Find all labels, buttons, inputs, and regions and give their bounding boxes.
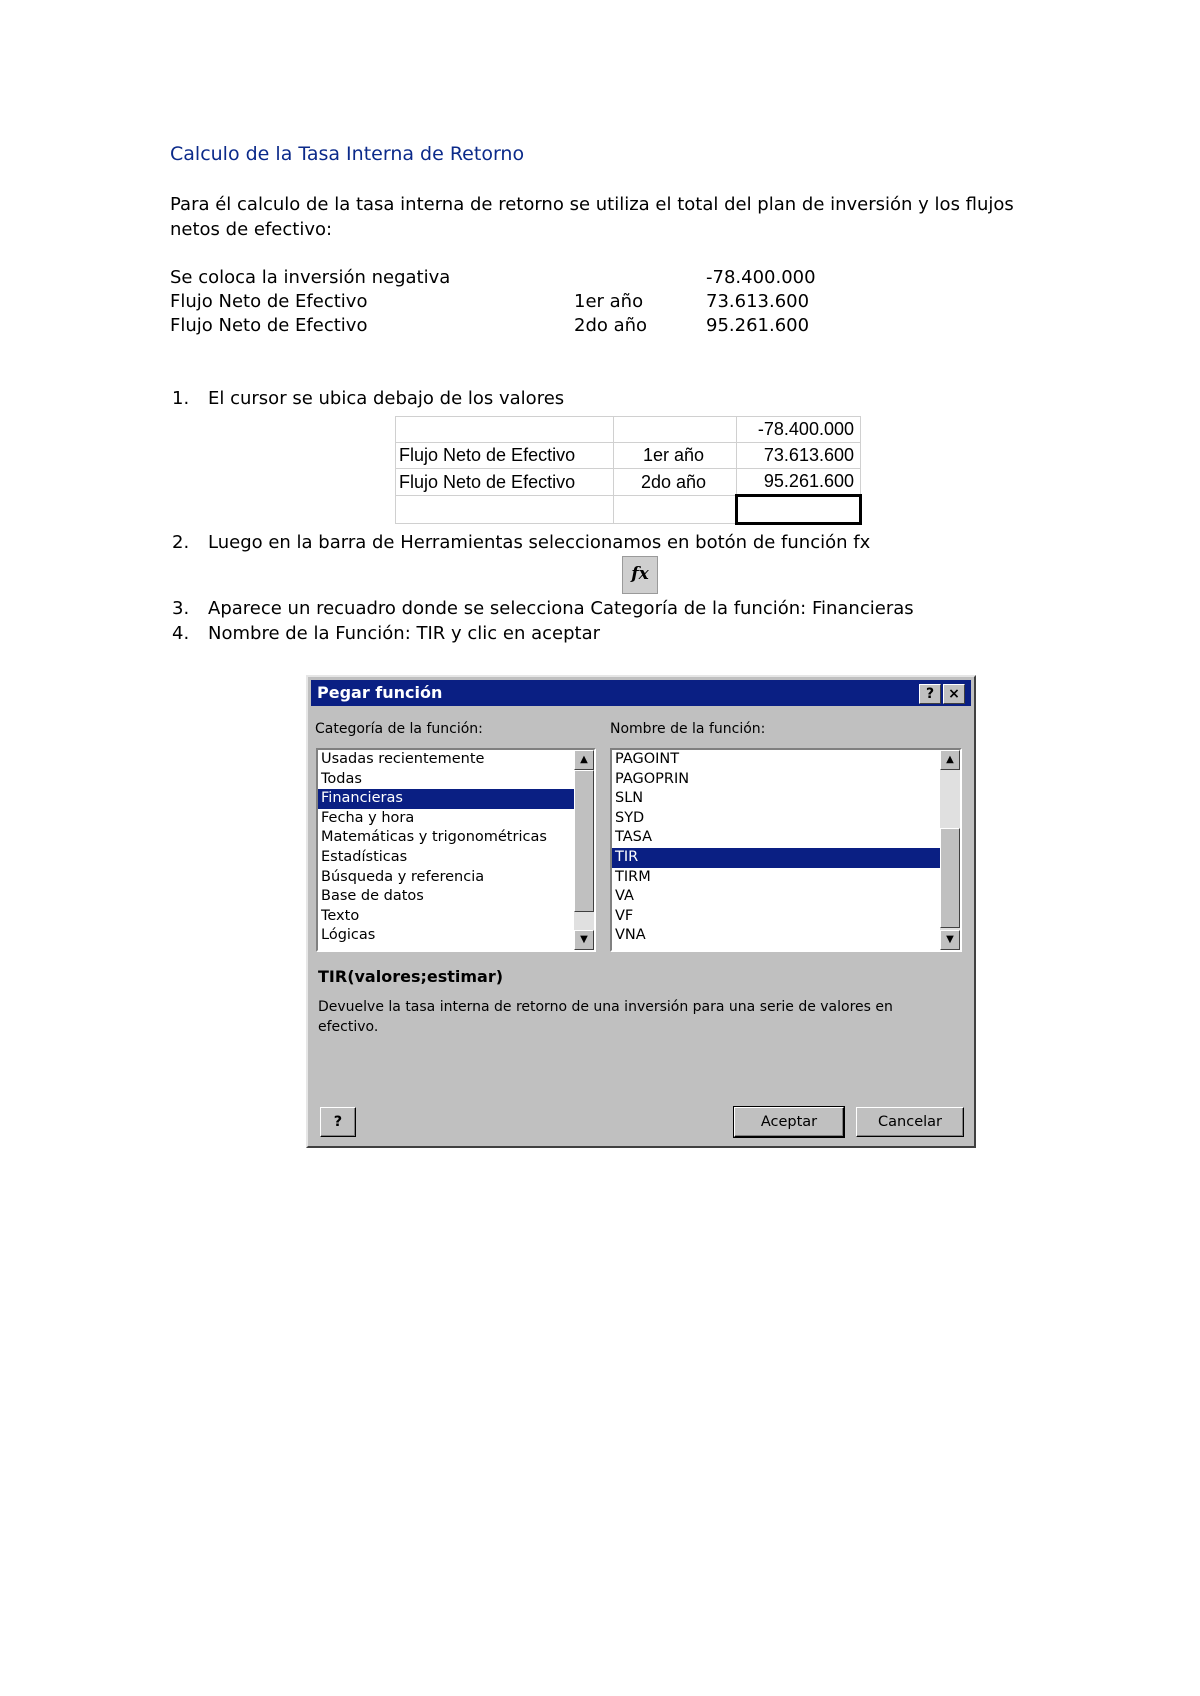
scroll-up-arrow-icon[interactable]: ▲ — [940, 750, 960, 770]
step-4 — [172, 623, 600, 644]
cell[interactable] — [396, 417, 614, 443]
cancel-button[interactable]: Cancelar — [856, 1107, 964, 1137]
cell[interactable]: Flujo Neto de Efectivo — [396, 443, 614, 469]
scroll-thumb[interactable] — [940, 828, 960, 928]
step-number: 4. — [172, 623, 190, 644]
list-item[interactable]: TIRM — [615, 868, 651, 885]
table-row — [396, 417, 861, 443]
function-name-label: Nombre de la función: — [610, 721, 766, 737]
scroll-thumb[interactable] — [574, 770, 594, 912]
scroll-down-arrow-icon[interactable]: ▼ — [940, 930, 960, 950]
function-signature: TIR(valores;estimar) — [318, 967, 504, 986]
step-number: 1. — [172, 388, 190, 409]
list-item[interactable]: Búsqueda y referencia — [321, 868, 485, 885]
scroll-up-arrow-icon[interactable]: ▲ — [574, 750, 594, 770]
step-text: Nombre de la Función: TIR y clic en aceptar — [208, 623, 601, 644]
list-item[interactable]: Estadísticas — [321, 848, 408, 865]
list-item[interactable]: Base de datos — [321, 888, 424, 905]
list-item[interactable]: PAGOINT — [615, 751, 680, 767]
list-item[interactable]: PAGOPRIN — [615, 770, 690, 787]
value-period-3: 2do año — [574, 315, 648, 336]
function-scrollbar[interactable] — [940, 750, 960, 950]
cell[interactable]: 2do año — [614, 469, 737, 496]
step-1 — [172, 388, 564, 409]
cell[interactable] — [614, 417, 737, 443]
cell[interactable]: 1er año — [614, 443, 737, 469]
value-label-1: Se coloca la inversión negativa — [170, 267, 451, 288]
step-2 — [172, 532, 870, 553]
category-list — [318, 750, 594, 946]
office-assistant-icon[interactable]: ? — [320, 1107, 356, 1137]
cell[interactable]: 95.261.600 — [737, 469, 861, 496]
spreadsheet-fragment — [395, 416, 862, 525]
step-3 — [172, 598, 914, 619]
list-item[interactable]: VF — [615, 907, 634, 924]
category-listbox[interactable] — [316, 748, 596, 952]
step-text: El cursor se ubica debajo de los valores — [208, 388, 565, 409]
dialog-titlebar — [311, 680, 971, 706]
step-number: 3. — [172, 598, 190, 619]
document-title: Calculo de la Tasa Interna de Retorno — [170, 143, 525, 165]
category-label: Categoría de la función: — [315, 721, 483, 737]
paste-function-dialog — [306, 675, 976, 1148]
list-item[interactable]: Financieras — [318, 789, 594, 809]
table-row — [396, 443, 861, 469]
function-description: Devuelve la tasa interna de retorno de una inversión para una serie de valores en efectivo. — [318, 999, 893, 1035]
accept-button[interactable]: Aceptar — [734, 1107, 844, 1137]
selected-cell[interactable] — [737, 496, 861, 524]
fx-function-icon[interactable]: fx — [622, 556, 658, 594]
list-item[interactable]: Todas — [321, 770, 362, 787]
value-label-2: Flujo Neto de Efectivo — [170, 291, 368, 312]
list-item[interactable]: TASA — [615, 829, 653, 846]
list-item[interactable]: SLN — [615, 790, 644, 807]
step-text: Aparece un recuadro donde se selecciona Categoría de la función: Financieras — [208, 598, 914, 619]
help-button[interactable]: ? — [919, 684, 941, 704]
step-text: Luego en la barra de Herramientas seleccionamos en botón de función fx — [208, 532, 871, 553]
table-row — [396, 469, 861, 496]
value-amount-3: 95.261.600 — [706, 315, 810, 336]
list-item[interactable]: Texto — [321, 907, 360, 924]
list-item[interactable]: TIR — [612, 848, 960, 868]
category-scrollbar[interactable] — [574, 750, 594, 950]
list-item[interactable]: Lógicas — [321, 927, 376, 944]
function-list — [612, 750, 960, 946]
cell[interactable]: 73.613.600 — [737, 443, 861, 469]
list-item[interactable]: VNA — [615, 927, 646, 944]
value-amount-1: -78.400.000 — [706, 267, 816, 288]
value-label-3: Flujo Neto de Efectivo — [170, 315, 368, 336]
cell[interactable] — [614, 496, 737, 524]
value-period-2: 1er año — [574, 291, 644, 312]
cell[interactable]: -78.400.000 — [737, 417, 861, 443]
list-item[interactable]: VA — [615, 888, 634, 905]
list-item[interactable]: SYD — [615, 809, 645, 826]
list-item[interactable]: Fecha y hora — [321, 809, 415, 826]
cell[interactable] — [396, 496, 614, 524]
dialog-title: Pegar función — [317, 683, 443, 702]
intro-paragraph: Para él calculo de la tasa interna de retorno se utiliza el total del plan de inversión y los flujos netos de efectivo: — [170, 194, 1014, 240]
scroll-down-arrow-icon[interactable]: ▼ — [574, 930, 594, 950]
table-row — [396, 496, 861, 524]
cell[interactable]: Flujo Neto de Efectivo — [396, 469, 614, 496]
list-item[interactable]: Usadas recientemente — [321, 751, 485, 767]
step-number: 2. — [172, 532, 190, 553]
function-listbox[interactable] — [610, 748, 962, 952]
close-button[interactable]: × — [943, 684, 965, 704]
value-amount-2: 73.613.600 — [706, 291, 810, 312]
list-item[interactable]: Matemáticas y trigonométricas — [321, 829, 547, 846]
